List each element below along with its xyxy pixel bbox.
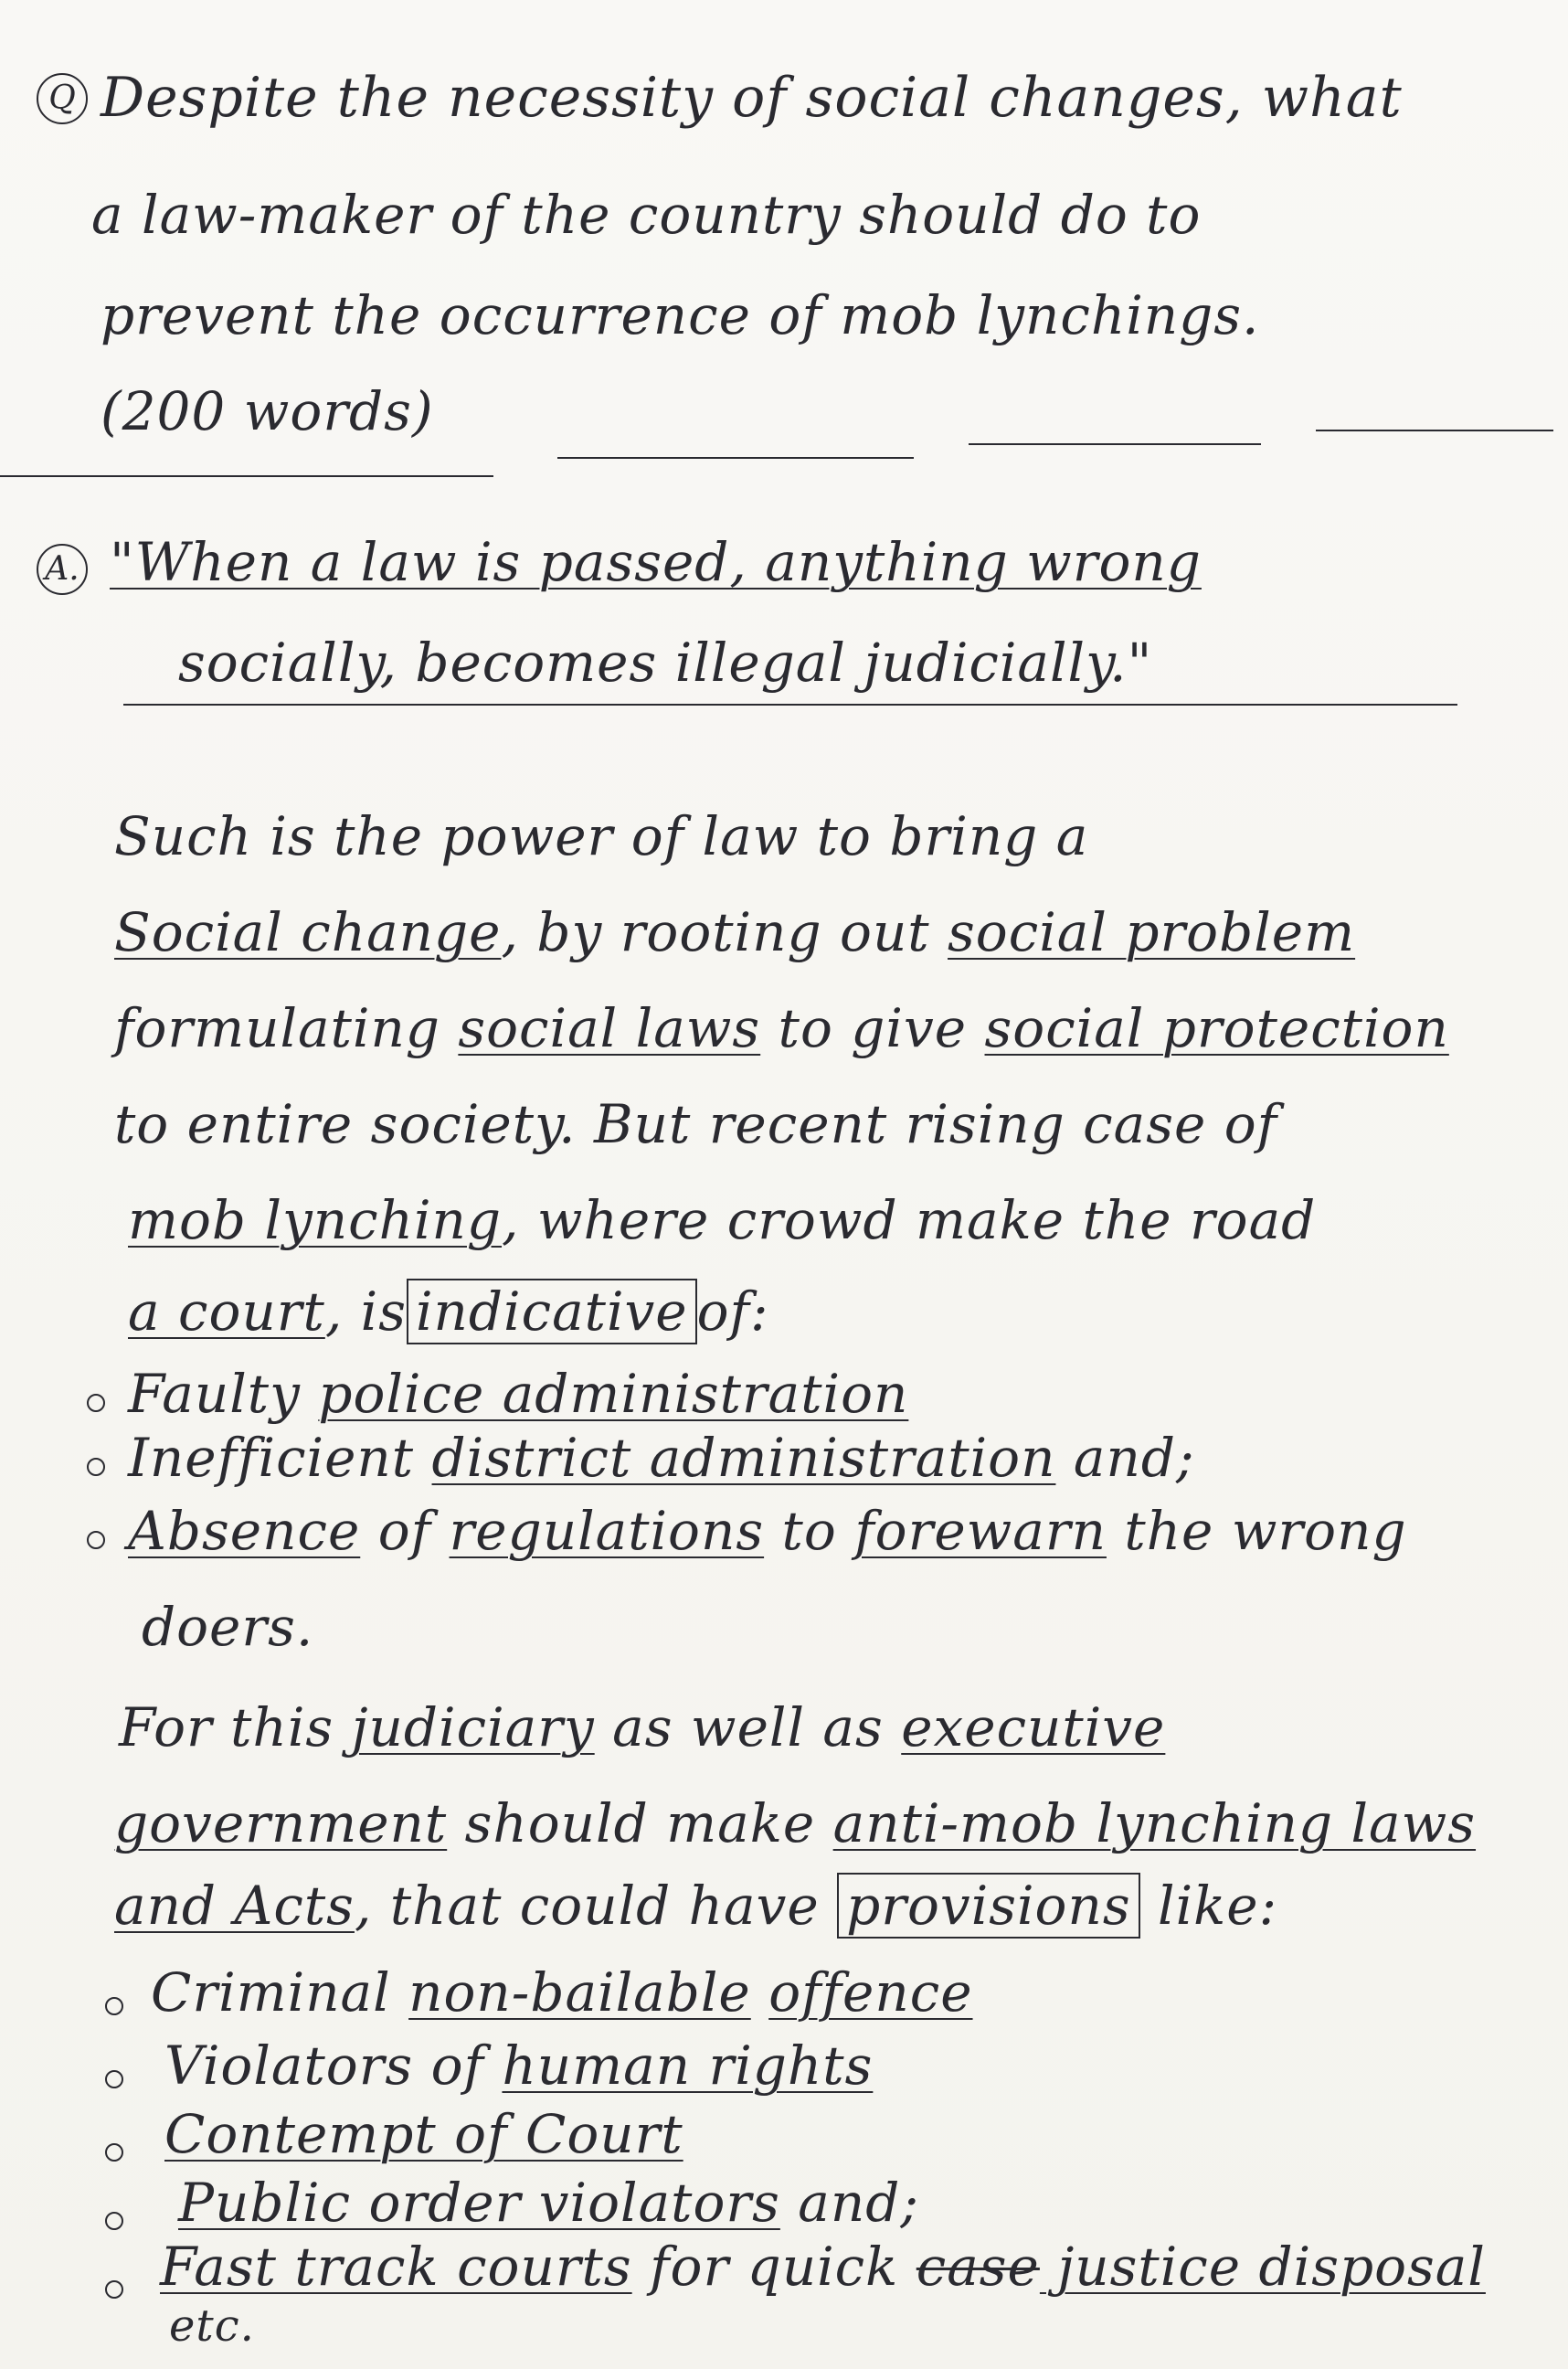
bullet1-item-3 (128, 1499, 1407, 1563)
bullet2-continuation: etc. (169, 2300, 255, 2352)
term-social-laws: social laws (458, 997, 761, 1059)
bullet-dot (105, 2280, 123, 2299)
text: district administration (431, 1427, 1056, 1489)
text: of: (696, 1280, 769, 1343)
text: Faulty (128, 1363, 301, 1425)
term-provisions: provisions (837, 1873, 1139, 1939)
bullet-dot (105, 1997, 123, 2015)
text: Violators of (164, 2034, 485, 2097)
text: non-bailable (408, 1961, 751, 2024)
term-social-problem: social problem (948, 901, 1356, 963)
para1-line-2 (114, 900, 1355, 964)
answer-quote-line-2: socially, becomes illegal judicially." (178, 632, 1153, 694)
para2-line-2 (114, 1791, 1476, 1855)
text: forewarn (854, 1500, 1107, 1562)
question-line-2: a law-maker of the country should do to (91, 184, 1202, 246)
bullet-dot (105, 2212, 123, 2230)
term-social-change: Social change (114, 901, 502, 963)
separator-rule-3 (969, 443, 1261, 445)
text: formulating (114, 997, 440, 1059)
text: police administration (318, 1363, 909, 1425)
answer-quote-line-1: "When a law is passed, anything wrong (110, 531, 1202, 593)
text: , that could have (354, 1875, 820, 1937)
text: Absence (128, 1500, 361, 1562)
text: to give (778, 997, 968, 1059)
text: Inefficient (128, 1427, 415, 1489)
term-mob-lynching: mob lynching (128, 1189, 503, 1251)
text: for quick (631, 2236, 916, 2298)
bullet-dot (87, 1458, 105, 1476)
text: , is (324, 1280, 407, 1343)
term-a-court: a court (128, 1280, 325, 1343)
bullet1-item-1 (128, 1362, 908, 1426)
quote-underline (123, 704, 1457, 706)
term-social-protection: social protection (984, 997, 1449, 1059)
bullet2-item-1 (151, 1960, 973, 2024)
para1-line-5 (128, 1188, 1316, 1252)
answer-marker: A. (37, 544, 88, 595)
para1-line-1: Such is the power of law to bring a (114, 805, 1089, 867)
para2-line-3 (114, 1874, 1277, 1938)
text: offence (768, 1961, 973, 2024)
bullet-dot (105, 2070, 123, 2088)
bullet-dot (87, 1531, 105, 1549)
text: human rights (502, 2034, 874, 2097)
term-anti-mob-lynching-laws: anti-mob lynching laws (832, 1792, 1477, 1854)
term-executive: executive (901, 1696, 1166, 1758)
question-line-4: (200 words) (101, 380, 434, 442)
question-line-3: prevent the occurrence of mob lynchings. (101, 284, 1260, 346)
para1-line-6 (128, 1280, 769, 1344)
text: as well as (612, 1696, 884, 1758)
separator-rule-4 (1316, 430, 1553, 431)
text: , by rooting out (501, 901, 930, 963)
separator-rule-2 (557, 457, 914, 459)
term-and-acts: and Acts (114, 1875, 355, 1937)
term-government: government (114, 1792, 448, 1854)
text: Criminal (151, 1961, 391, 2024)
para2-line-1 (119, 1695, 1165, 1759)
term-judiciary: judiciary (351, 1696, 595, 1758)
text: For this (119, 1696, 334, 1758)
text: should make (464, 1792, 816, 1854)
bullet2-item-3: Contempt of Court (164, 2103, 683, 2165)
bullet-dot (87, 1394, 105, 1412)
term-indicative: indicative (407, 1279, 697, 1344)
question-marker: Q (37, 73, 88, 124)
bullet-dot (105, 2143, 123, 2162)
text: and; (1055, 1427, 1195, 1489)
question-line-1: Despite the necessity of social changes, what (101, 66, 1403, 130)
struck-word: case (916, 2236, 1040, 2298)
bullet2-item-5 (160, 2235, 1486, 2299)
text: of (360, 1500, 450, 1562)
bullet1-item-2 (128, 1426, 1195, 1490)
text: to (764, 1500, 855, 1562)
text: and; (779, 2172, 919, 2234)
text: , where crowd make the road (502, 1189, 1317, 1251)
text: Public order violators (178, 2172, 780, 2234)
bullet2-item-4 (178, 2171, 919, 2235)
text: justice disposal (1039, 2236, 1486, 2298)
separator-rule-1 (0, 475, 493, 477)
text: Fast track courts (160, 2236, 632, 2298)
bullet1-continuation: doers. (142, 1596, 314, 1658)
para1-line-3 (114, 996, 1449, 1060)
bullet2-item-2 (164, 2034, 873, 2098)
text: the wrong (1106, 1500, 1407, 1562)
text: like: (1158, 1875, 1278, 1937)
text: regulations (449, 1500, 765, 1562)
para1-line-4: to entire society. But recent rising case of (114, 1093, 1278, 1155)
